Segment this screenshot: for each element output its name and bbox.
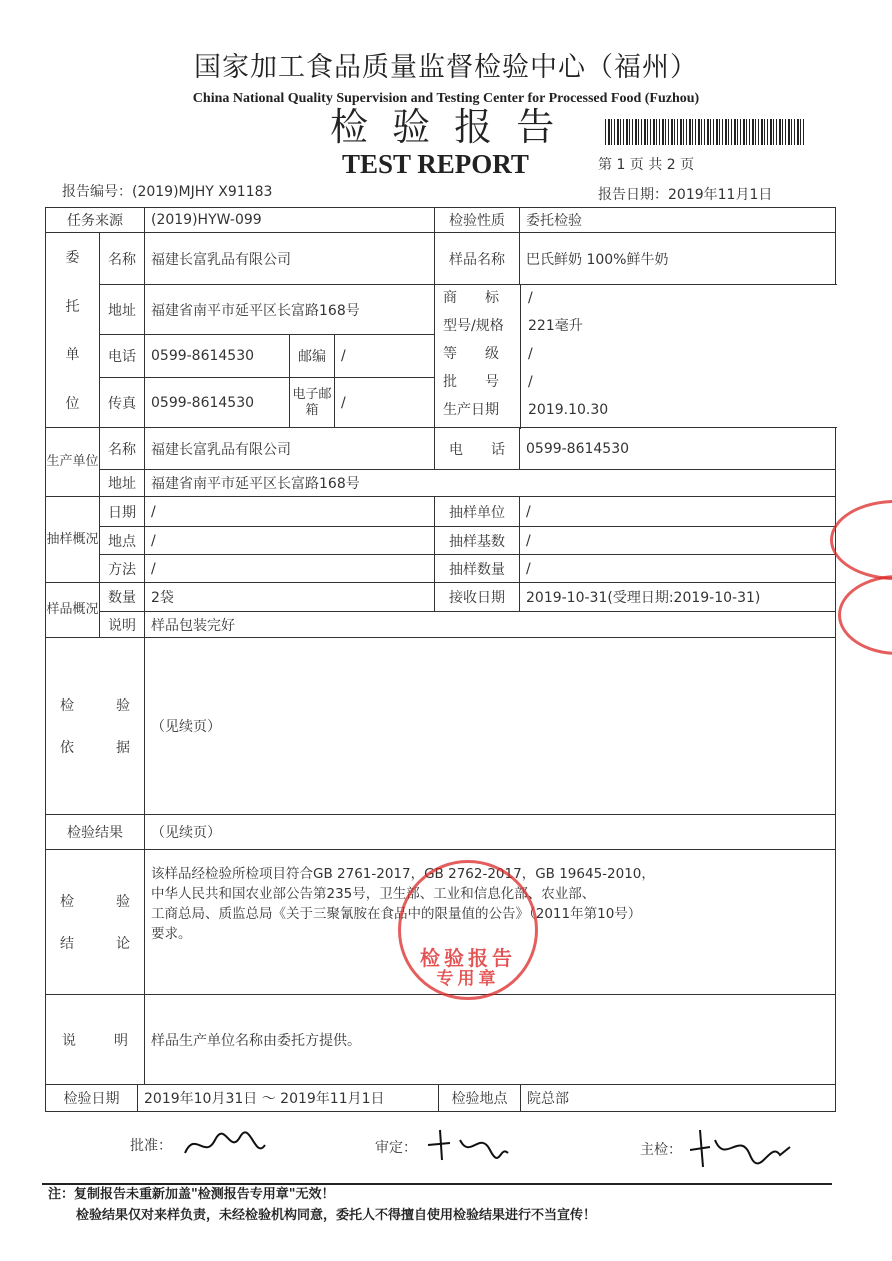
- result: （见续页）: [144, 814, 836, 850]
- address-label: 地址: [99, 284, 145, 335]
- review-label: 审定：: [375, 1140, 417, 1156]
- producer-phone: 0599-8614530: [519, 427, 836, 470]
- stamp-text: 检验报告: [420, 946, 516, 970]
- label-char: 委: [65, 250, 80, 267]
- label-char: 结: [60, 936, 74, 952]
- qty-label: 数量: [99, 582, 145, 612]
- date-label: 日期: [99, 496, 145, 527]
- title-cn: 检 验 报 告: [330, 105, 561, 149]
- grade-label: 等 级: [443, 346, 499, 362]
- label-char: 据: [116, 740, 130, 756]
- email-label: 电子邮箱: [289, 377, 335, 428]
- conclusion-line: 工商总局、质监总局《关于三聚氰胺在食品中的限量值的公告》（2011年第10号）: [151, 906, 642, 922]
- label-char: 明: [114, 1032, 128, 1049]
- place-label: 地点: [99, 526, 145, 555]
- inspector-signature: [685, 1125, 795, 1170]
- receive-date: 2019-10-31(受理日期:2019-10-31): [519, 582, 836, 612]
- approve-label: 批准：: [130, 1138, 172, 1154]
- sampling-unit-label: 抽样单位: [434, 496, 520, 527]
- prod-date-label: 生产日期: [443, 402, 499, 418]
- producer-name-label: 名称: [99, 427, 145, 470]
- sampling-unit: /: [519, 496, 836, 527]
- footer-divider: [42, 1183, 832, 1185]
- report-date: 报告日期：2019年11月1日: [598, 187, 773, 203]
- label-char: 单: [65, 347, 80, 364]
- client-name: 福建长富乳品有限公司: [144, 232, 435, 285]
- producer-label: 生产单位: [45, 427, 100, 497]
- test-date: 2019年10月31日 ～ 2019年11月1日: [137, 1084, 439, 1112]
- prod-date: 2019.10.30: [528, 402, 609, 418]
- label-char: 说: [62, 1032, 76, 1049]
- sampling-method: /: [144, 554, 435, 583]
- page-info: 第 1 页 共 2 页: [598, 157, 695, 173]
- divider: [520, 285, 521, 429]
- label-char: 检: [60, 894, 74, 910]
- label-char: 位: [65, 395, 80, 412]
- main-inspector-label: 主检：: [640, 1142, 682, 1158]
- sampling-qty-label: 抽样数量: [434, 554, 520, 583]
- producer-name: 福建长富乳品有限公司: [144, 427, 435, 470]
- method-label: 方法: [99, 554, 145, 583]
- result-label: 检验结果: [45, 814, 145, 850]
- spec-label: 型号/规格: [443, 318, 504, 334]
- email: /: [334, 377, 435, 428]
- title-en: TEST REPORT: [342, 149, 529, 179]
- client-address: 福建省南平市延平区长富路168号: [144, 284, 435, 335]
- inspect-type: 委托检验: [519, 207, 836, 233]
- sample-name: 巴氏鲜奶 100%鲜牛奶: [519, 232, 836, 285]
- zip: /: [334, 334, 435, 378]
- test-date-label: 检验日期: [45, 1084, 138, 1112]
- partial-stamp: [830, 500, 892, 580]
- client-phone: 0599-8614530: [144, 334, 290, 378]
- official-stamp: [398, 860, 538, 1000]
- note-label: [45, 994, 145, 1085]
- sampling-date: /: [144, 496, 435, 527]
- label-char: 论: [116, 936, 130, 952]
- note: 样品生产单位名称由委托方提供。: [144, 994, 836, 1085]
- test-place: 院总部: [520, 1084, 836, 1112]
- phone-label: 电话: [99, 334, 145, 378]
- producer-address: 福建省南平市延平区长富路168号: [144, 469, 836, 497]
- zip-label: 邮编: [289, 334, 335, 378]
- sampling-label: 抽样概况: [45, 496, 100, 583]
- conclusion-line: 要求。: [151, 926, 192, 942]
- basis-label: [45, 637, 145, 815]
- footer-note-2: 检验结果仅对来样负责，未经检验机构同意，委托人不得擅自使用检验结果进行不当宣传！: [76, 1208, 597, 1223]
- task-source-label: 任务来源: [45, 207, 145, 233]
- task-source: (2019)HYW-099: [144, 207, 435, 233]
- desc-label: 说明: [99, 611, 145, 638]
- reviewer-signature: [420, 1125, 510, 1165]
- producer-phone-label: 电 话: [434, 427, 520, 470]
- stamp-text: 专用章: [436, 969, 500, 989]
- label-char: 依: [60, 740, 74, 756]
- sampling-qty: /: [519, 554, 836, 583]
- receive-label: 接收日期: [434, 582, 520, 612]
- batch-label: 批 号: [443, 374, 499, 390]
- label-char: 检: [60, 698, 74, 714]
- batch: /: [528, 374, 533, 390]
- sample-name-label: 样品名称: [434, 232, 520, 285]
- name-label: 名称: [99, 232, 145, 285]
- label-char: 托: [65, 298, 80, 315]
- sampling-place: /: [144, 526, 435, 555]
- brand-label: 商 标: [443, 290, 499, 306]
- label-char: 验: [116, 894, 130, 910]
- org-name-cn: 国家加工食品质量监督检验中心（福州）: [194, 52, 698, 83]
- org-name-en: China National Quality Supervision and Testing Center for Processed Food (Fuzhou): [192, 91, 700, 106]
- inspect-type-label: 检验性质: [434, 207, 520, 233]
- fax-label: 传真: [99, 377, 145, 428]
- producer-address-label: 地址: [99, 469, 145, 497]
- footer-note-1: 注：复制报告未重新加盖"检测报告专用章"无效！: [48, 1187, 335, 1202]
- qty: 2袋: [144, 582, 435, 612]
- desc: 样品包装完好: [144, 611, 836, 638]
- basis: （见续页）: [144, 637, 836, 815]
- client-fax: 0599-8614530: [144, 377, 290, 428]
- sampling-base-label: 抽样基数: [434, 526, 520, 555]
- barcode: [605, 119, 805, 145]
- partial-stamp: [838, 575, 892, 655]
- sample-label: 样品概况: [45, 582, 100, 638]
- client-label: [45, 232, 100, 428]
- sampling-base: /: [519, 526, 836, 555]
- conclusion-line: 中华人民共和国农业部公告第235号，卫生部、工业和信息化部、农业部、: [151, 886, 596, 902]
- spec: 221毫升: [528, 318, 583, 334]
- test-place-label: 检验地点: [438, 1084, 521, 1112]
- brand: /: [528, 290, 533, 306]
- conclusion-line: 该样品经检验所检项目符合GB 2761-2017，GB 2762-2017，GB 19645-2010，: [151, 866, 655, 882]
- conclusion-label: [45, 849, 145, 995]
- approver-signature: [180, 1125, 270, 1165]
- report-number: 报告编号：(2019)MJHY X91183: [62, 184, 273, 200]
- grade: /: [528, 346, 533, 362]
- label-char: 验: [116, 698, 130, 714]
